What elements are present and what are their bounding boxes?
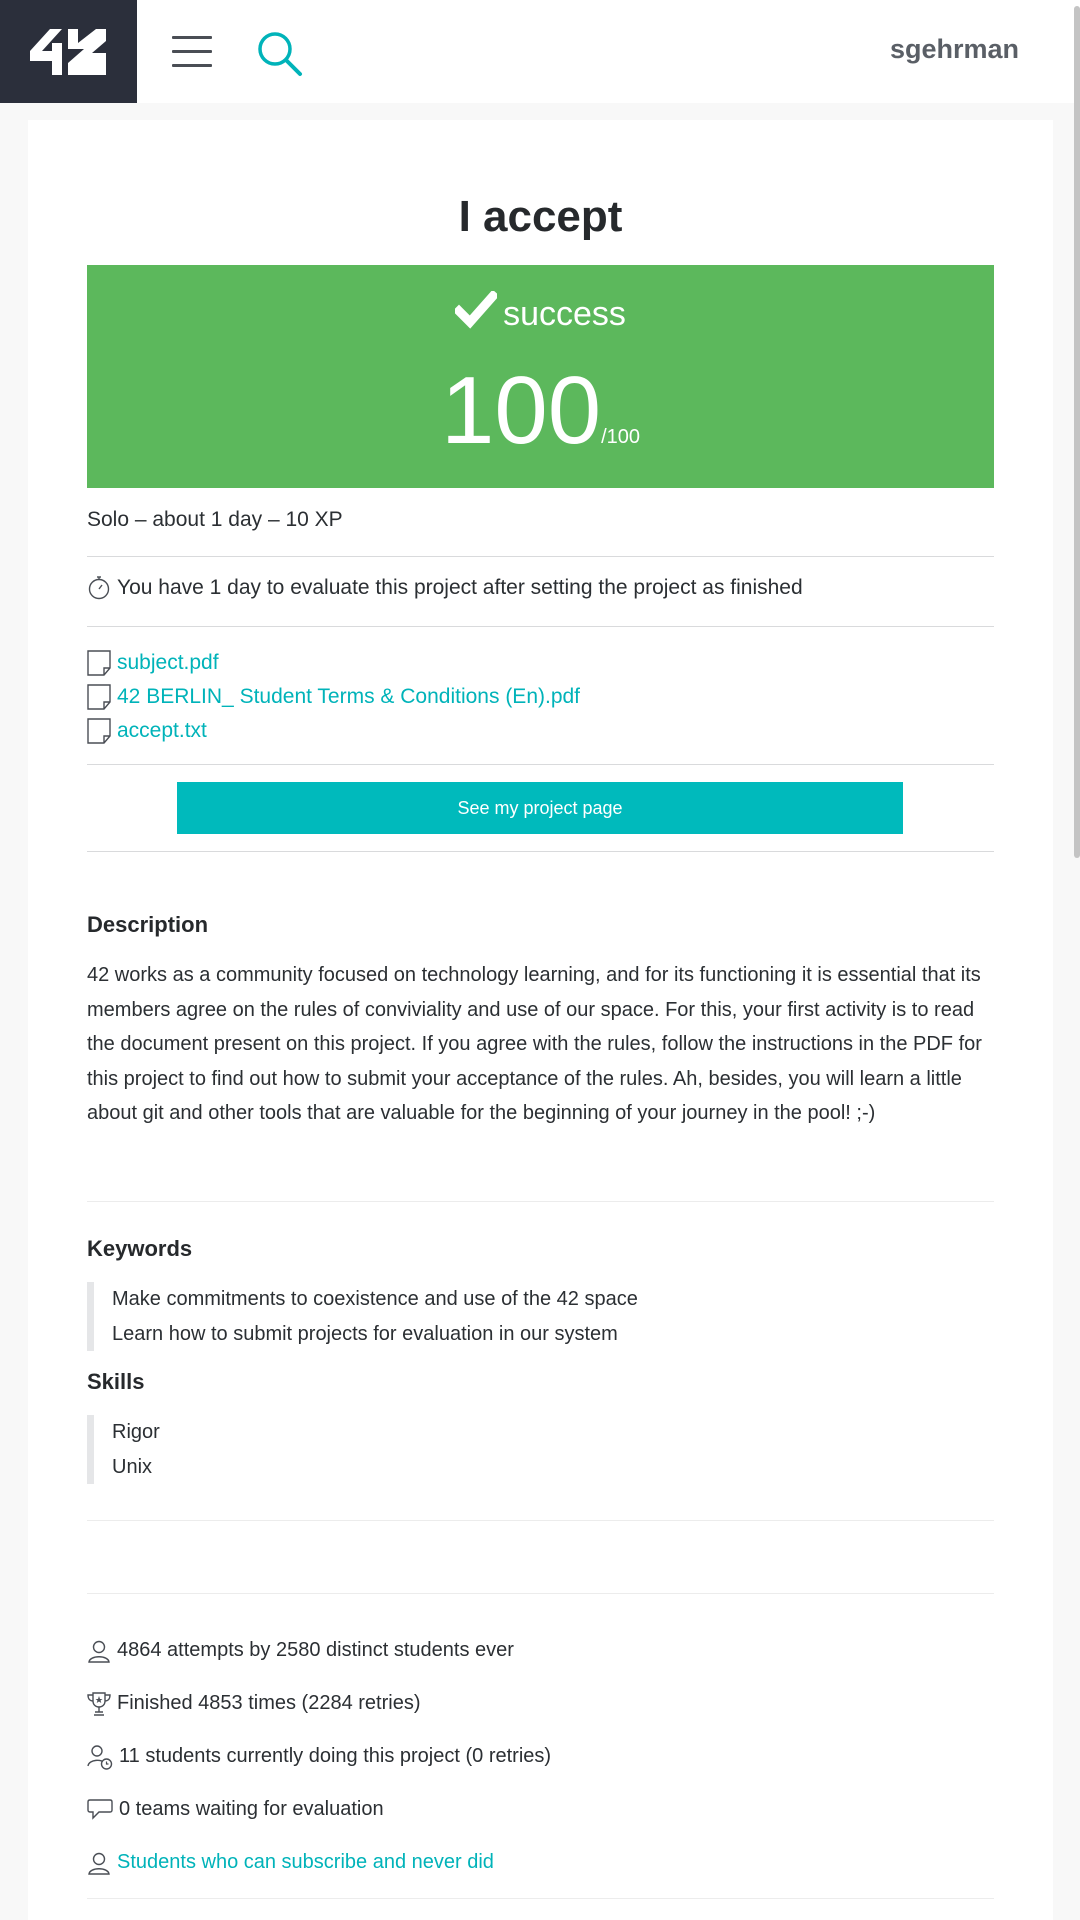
subscribe-students-link[interactable] <box>87 1836 551 1889</box>
keywords-title: Keywords <box>87 1236 193 1261</box>
search-button[interactable] <box>256 30 306 80</box>
divider <box>87 626 994 627</box>
project-title: I accept <box>458 192 623 241</box>
final-score: 100 <box>440 357 602 464</box>
divider <box>87 764 994 765</box>
deadline-text: You have 1 day to evaluate this project after setting the project as finished <box>117 576 803 599</box>
file-icon <box>87 684 111 710</box>
score-max: /100 <box>601 426 641 448</box>
stat-attempts <box>87 1624 551 1677</box>
speech-bubble-icon <box>87 1798 113 1822</box>
hamburger-icon <box>172 36 212 39</box>
stat-current-text: 11 students currently doing this project (0 retries) <box>119 1745 552 1767</box>
project-meta: Solo – about 1 day – 10 XP <box>87 508 343 531</box>
divider <box>87 1201 994 1202</box>
keyword-item: Make commitments to coexistence and use of the 42 space <box>112 1288 638 1310</box>
divider <box>87 1593 994 1594</box>
attachment-accept-txt[interactable] <box>87 714 580 748</box>
attachment-subject-pdf[interactable] <box>87 646 580 680</box>
user-icon <box>87 1851 111 1875</box>
user-clock-icon <box>87 1744 113 1770</box>
logo-42-icon <box>30 29 106 75</box>
description-text: 42 works as a community focused on technology learning, and for its functioning it is essential that its members agree on the rules of conviviality and use of our space. For this, your first activity is to read the document present on this project. If you agree with the rules, follow the instructions in the PDF for this project to find out how to submit your acceptance of the rules. Ah, besides, you will learn a little about git and other tools that are valuable for the beginning of your journey in the pool! ;-) <box>87 964 982 1124</box>
attachment-label: 42 BERLIN_ Student Terms & Conditions (En).pdf <box>117 685 581 708</box>
checkmark-icon <box>455 291 497 329</box>
stat-finished <box>87 1677 551 1730</box>
skill-item: Rigor <box>112 1421 160 1443</box>
stat-teams-waiting <box>87 1783 551 1836</box>
status-line <box>87 291 994 334</box>
scrollbar-thumb[interactable] <box>1074 6 1080 858</box>
stat-finished-text: Finished 4853 times (2284 retries) <box>117 1692 421 1714</box>
skills-list <box>87 1415 992 1484</box>
score-line <box>87 357 994 464</box>
attachment-label: subject.pdf <box>117 651 219 674</box>
stat-attempts-text: 4864 attempts by 2580 distinct students ever <box>117 1639 514 1661</box>
attachment-label: accept.txt <box>117 719 207 742</box>
description-title: Description <box>87 912 209 937</box>
file-icon <box>87 718 111 744</box>
divider <box>87 556 994 557</box>
keywords-list <box>87 1282 992 1351</box>
attachments-list <box>87 646 580 748</box>
skills-title: Skills <box>87 1369 145 1394</box>
status-text: success <box>503 295 626 333</box>
keyword-item: Learn how to submit projects for evaluation in our system <box>112 1322 618 1345</box>
top-navbar <box>0 0 1080 103</box>
divider <box>87 1898 994 1899</box>
page-scrollbar[interactable] <box>1074 0 1080 1920</box>
stat-current <box>87 1730 551 1783</box>
username-link[interactable]: sgehrman <box>889 34 1019 64</box>
skill-item: Unix <box>112 1455 153 1478</box>
see-project-page-button[interactable]: See my project page <box>177 782 903 834</box>
deadline-notice <box>87 575 803 601</box>
file-icon <box>87 650 111 676</box>
stopwatch-icon <box>87 575 111 601</box>
stat-teams-waiting-text: 0 teams waiting for evaluation <box>119 1798 384 1820</box>
search-icon <box>256 30 304 78</box>
user-icon <box>87 1639 111 1663</box>
project-stats <box>87 1624 551 1889</box>
trophy-icon <box>87 1691 111 1717</box>
project-card <box>28 120 1053 1920</box>
divider <box>87 851 994 852</box>
logo-42[interactable] <box>0 0 137 103</box>
hamburger-menu-button[interactable] <box>170 32 214 72</box>
attachment-terms-pdf[interactable] <box>87 680 580 714</box>
divider <box>87 1520 994 1521</box>
result-box <box>87 265 994 488</box>
subscribe-students-text: Students who can subscribe and never did <box>117 1851 494 1873</box>
